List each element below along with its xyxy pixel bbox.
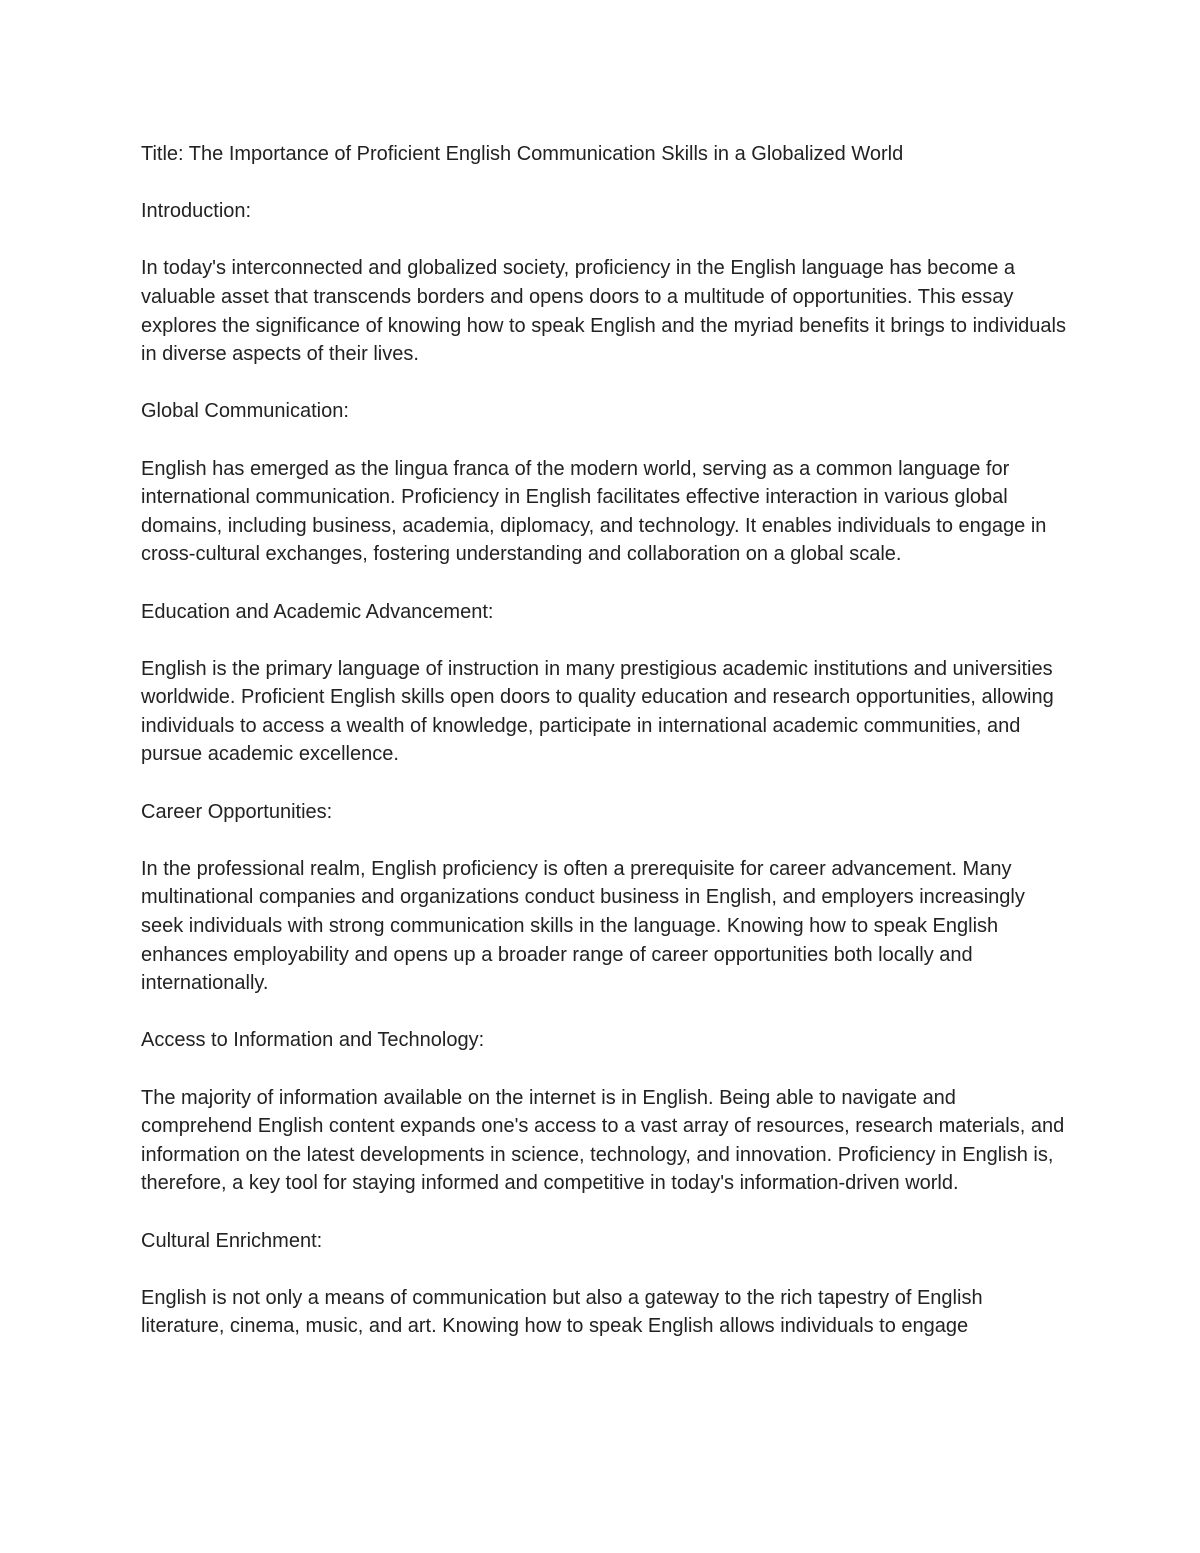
section-heading-introduction: Introduction: bbox=[141, 200, 252, 223]
section-heading-global-communication: Global Communication: bbox=[141, 400, 349, 423]
section-heading-access-information: Access to Information and Technology: bbox=[141, 1029, 485, 1052]
section-body-education: English is the primary language of instruction in many prestigious academic institutions and universities worldwide. Proficient English skills open doors to quality education and research opportunities, allowing individuals to access a wealth of knowledge, participate in international academic communities, and pursue academic excellence. bbox=[141, 657, 1054, 766]
section-body-global-communication: English has emerged as the lingua franca of the modern world, serving as a common language for international communication. Proficiency in English facilitates effective interaction in various global domains, including business, academia, diplomacy, and technology. It enables individuals to engage in cross-cultural exchanges, fostering understanding and collaboration on a global scale. bbox=[141, 457, 1047, 566]
section-body-career: In the professional realm, English proficiency is often a prerequisite for career advancement. Many multinational companies and organizations conduct business in English, and employers increasingly seek individuals with strong communication skills in the language. Knowing how to speak English enhances employability and opens up a broader range of career opportunities both locally and internationally. bbox=[141, 857, 1025, 995]
section-body-introduction: In today's interconnected and globalized society, proficiency in the English language has become a valuable asset that transcends borders and opens doors to a multitude of opportunities. This essay explores the significance of knowing how to speak English and the myriad benefits it brings to individuals in diverse aspects of their lives. bbox=[141, 257, 1066, 366]
document-body bbox=[141, 140, 1066, 1370]
section-body-cultural-enrichment: English is not only a means of communication but also a gateway to the rich tapestry of English literature, cinema, music, and art. Knowing how to speak English allows individuals to engage bbox=[141, 1286, 983, 1338]
section-heading-cultural-enrichment: Cultural Enrichment: bbox=[141, 1229, 323, 1252]
section-heading-education: Education and Academic Advancement: bbox=[141, 600, 494, 623]
section-heading-career: Career Opportunities: bbox=[141, 800, 333, 823]
section-body-access-information: The majority of information available on the internet is in English. Being able to navigate and comprehend English content expands one's access to a vast array of resources, research materials, and information on the latest developments in science, technology, and innovation. Proficiency in English is, therefore, a key tool for staying informed and competitive in today's information-driven world. bbox=[141, 1086, 1065, 1195]
document-title: Title: The Importance of Proficient English Communication Skills in a Globalized World bbox=[141, 143, 904, 165]
